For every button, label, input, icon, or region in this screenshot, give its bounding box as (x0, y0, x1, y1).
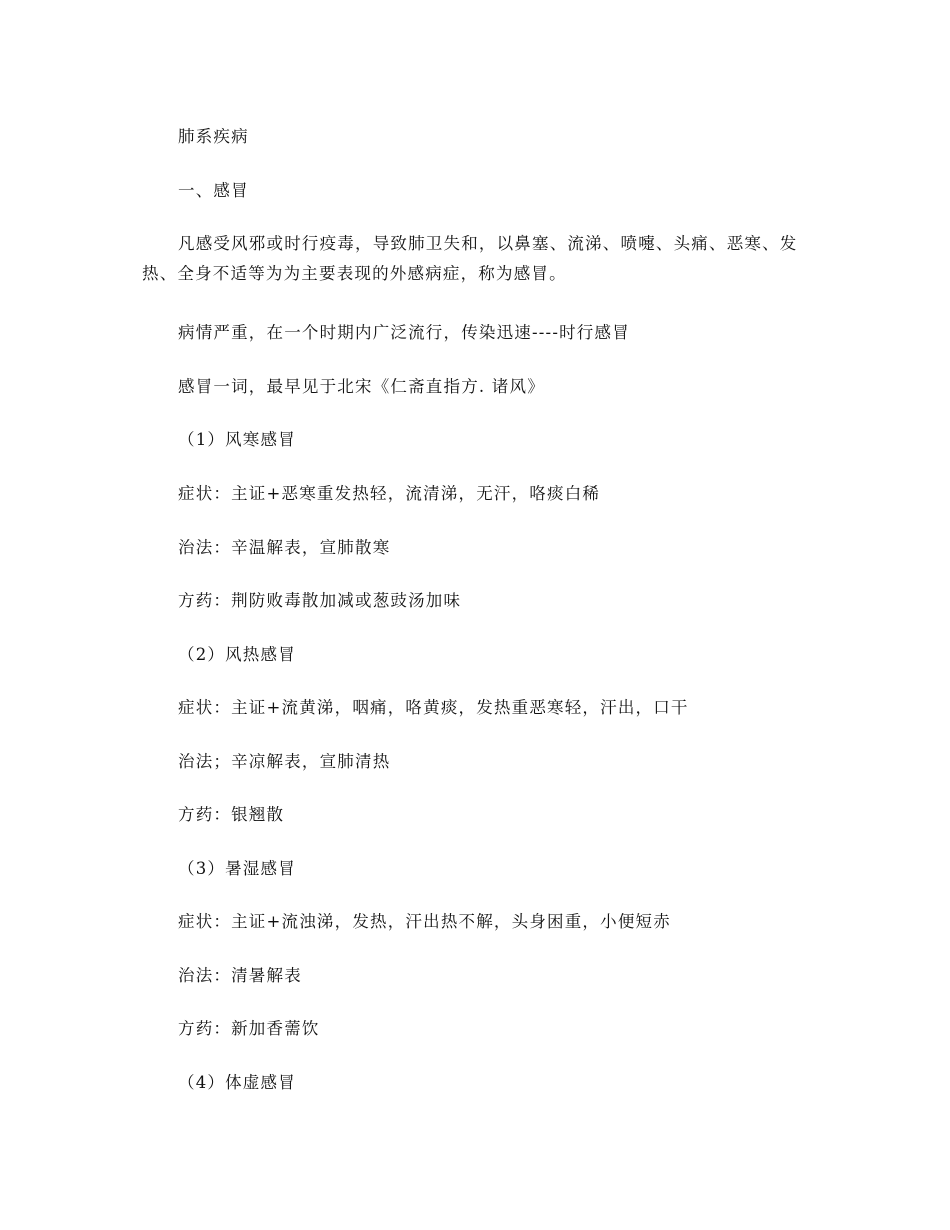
definition-paragraph: 凡感受风邪或时行疫毒，导致肺卫失和，以鼻塞、流涕、喷嚏、头痛、恶寒、发热、全身不适等为为主要表现的外感病症，称为感冒。 (142, 234, 798, 283)
type-2-treatment: 治法；辛凉解表，宣肺清热 (178, 752, 391, 771)
section-title: 一、感冒 (178, 181, 249, 200)
type-3-heading: （3）暑湿感冒 (178, 859, 296, 878)
type-3-symptoms: 症状：主证+流浊涕，发热，汗出热不解，头身困重，小便短赤 (178, 912, 671, 931)
type-1-formula: 方药：荆防败毒散加减或葱豉汤加味 (178, 591, 462, 610)
type-1-symptoms: 症状：主证+恶寒重发热轻，流清涕，无汗，咯痰白稀 (178, 484, 601, 503)
type-2-heading: （2）风热感冒 (178, 645, 296, 664)
chapter-title: 肺系疾病 (178, 127, 249, 146)
type-3-formula: 方药：新加香薷饮 (178, 1019, 320, 1038)
type-1-treatment: 治法：辛温解表，宣肺散寒 (178, 538, 391, 557)
type-1-heading: （1）风寒感冒 (178, 430, 296, 449)
type-2-formula: 方药：银翘散 (178, 805, 285, 824)
type-3-treatment: 治法：清暑解表 (178, 966, 302, 985)
type-2-symptoms: 症状：主证+流黄涕，咽痛，咯黄痰，发热重恶寒轻，汗出，口干 (178, 698, 689, 717)
epidemic-note: 病情严重，在一个时期内广泛流行，传染迅速----时行感冒 (178, 323, 630, 342)
type-4-heading: （4）体虚感冒 (178, 1073, 296, 1092)
origin-note: 感冒一词，最早见于北宋《仁斋直指方. 诸风》 (178, 377, 545, 396)
